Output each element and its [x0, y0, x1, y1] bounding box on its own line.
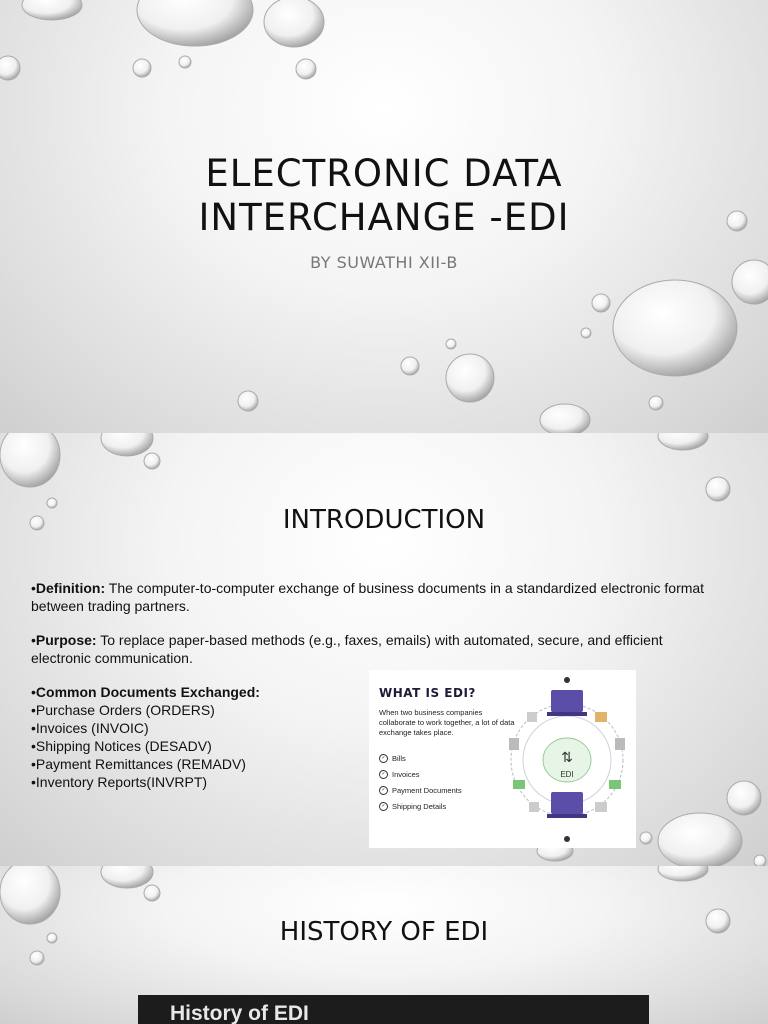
- list-item: •Purchase Orders (ORDERS): [31, 702, 215, 718]
- presentation-title: [0, 152, 768, 240]
- purpose-label: Purpose:: [35, 632, 97, 648]
- history-slide: [0, 866, 768, 1024]
- email-icon: [513, 780, 525, 789]
- list-item: •Shipping Notices (DESADV): [31, 738, 212, 754]
- presentation-subtitle: BY SUWATHI XII-B: [310, 253, 458, 272]
- user-icon: [564, 677, 570, 683]
- server-icon: [509, 738, 519, 750]
- introduction-heading: INTRODUCTION: [282, 505, 486, 535]
- purpose-paragraph: •Purpose: To replace paper-based methods (e.g., faxes, emails) with automated, secure, and efficient electronic communication.: [31, 632, 663, 666]
- check-icon: ✓: [379, 754, 388, 763]
- what-is-edi-image: [369, 670, 636, 848]
- definition-paragraph: •Definition: The computer-to-computer exchange of business documents in a standardized electronic format between trading partners.: [31, 580, 705, 614]
- laptop-icon: [551, 690, 583, 712]
- list-item: ✓ Invoices: [379, 770, 420, 779]
- exchange-arrows-icon: ⇅: [561, 750, 573, 766]
- document-icon: [529, 802, 539, 812]
- email-icon: [609, 780, 621, 789]
- history-image-title: History of EDI: [170, 1002, 309, 1024]
- edi-center-label: EDI: [560, 770, 574, 779]
- edi-image-title: WHAT IS EDI?: [379, 686, 476, 700]
- list-item: ✓ Shipping Details: [379, 802, 446, 811]
- calendar-icon: [595, 802, 607, 812]
- document-icon: [527, 712, 537, 722]
- list-item: ✓ Bills: [379, 754, 406, 763]
- purpose-text: To replace paper-based methods (e.g., faxes, emails) with automated, secure, and efficient electronic communication.: [31, 632, 663, 666]
- history-image: [138, 995, 649, 1024]
- laptop-icon: [551, 792, 583, 814]
- documents-heading: •Common Documents Exchanged:: [31, 684, 260, 700]
- list-item: •Payment Remittances (REMADV): [31, 756, 246, 772]
- check-icon: ✓: [379, 786, 388, 795]
- definition-label: Definition:: [35, 580, 106, 596]
- title-line-1: ELECTRONIC DATA: [205, 152, 563, 195]
- check-icon: ✓: [379, 770, 388, 779]
- list-item: ✓ Payment Documents: [379, 786, 462, 795]
- title-line-2: INTERCHANGE -EDI: [198, 196, 570, 239]
- calendar-icon: [595, 712, 607, 722]
- introduction-slide: [0, 433, 768, 866]
- server-icon: [615, 738, 625, 750]
- history-heading: HISTORY OF EDI: [279, 917, 489, 947]
- user-icon: [564, 836, 570, 842]
- definition-text: The computer-to-computer exchange of business documents in a standardized electronic format between trading partners.: [31, 580, 705, 614]
- title-slide: [0, 0, 768, 433]
- edi-network-diagram: [507, 676, 633, 844]
- edi-image-description: When two business companies collaborate to work together, a lot of data exchange takes place.: [379, 708, 515, 737]
- list-item: •Invoices (INVOIC): [31, 720, 149, 736]
- list-item: •Inventory Reports(INVRPT): [31, 774, 208, 790]
- check-icon: ✓: [379, 802, 388, 811]
